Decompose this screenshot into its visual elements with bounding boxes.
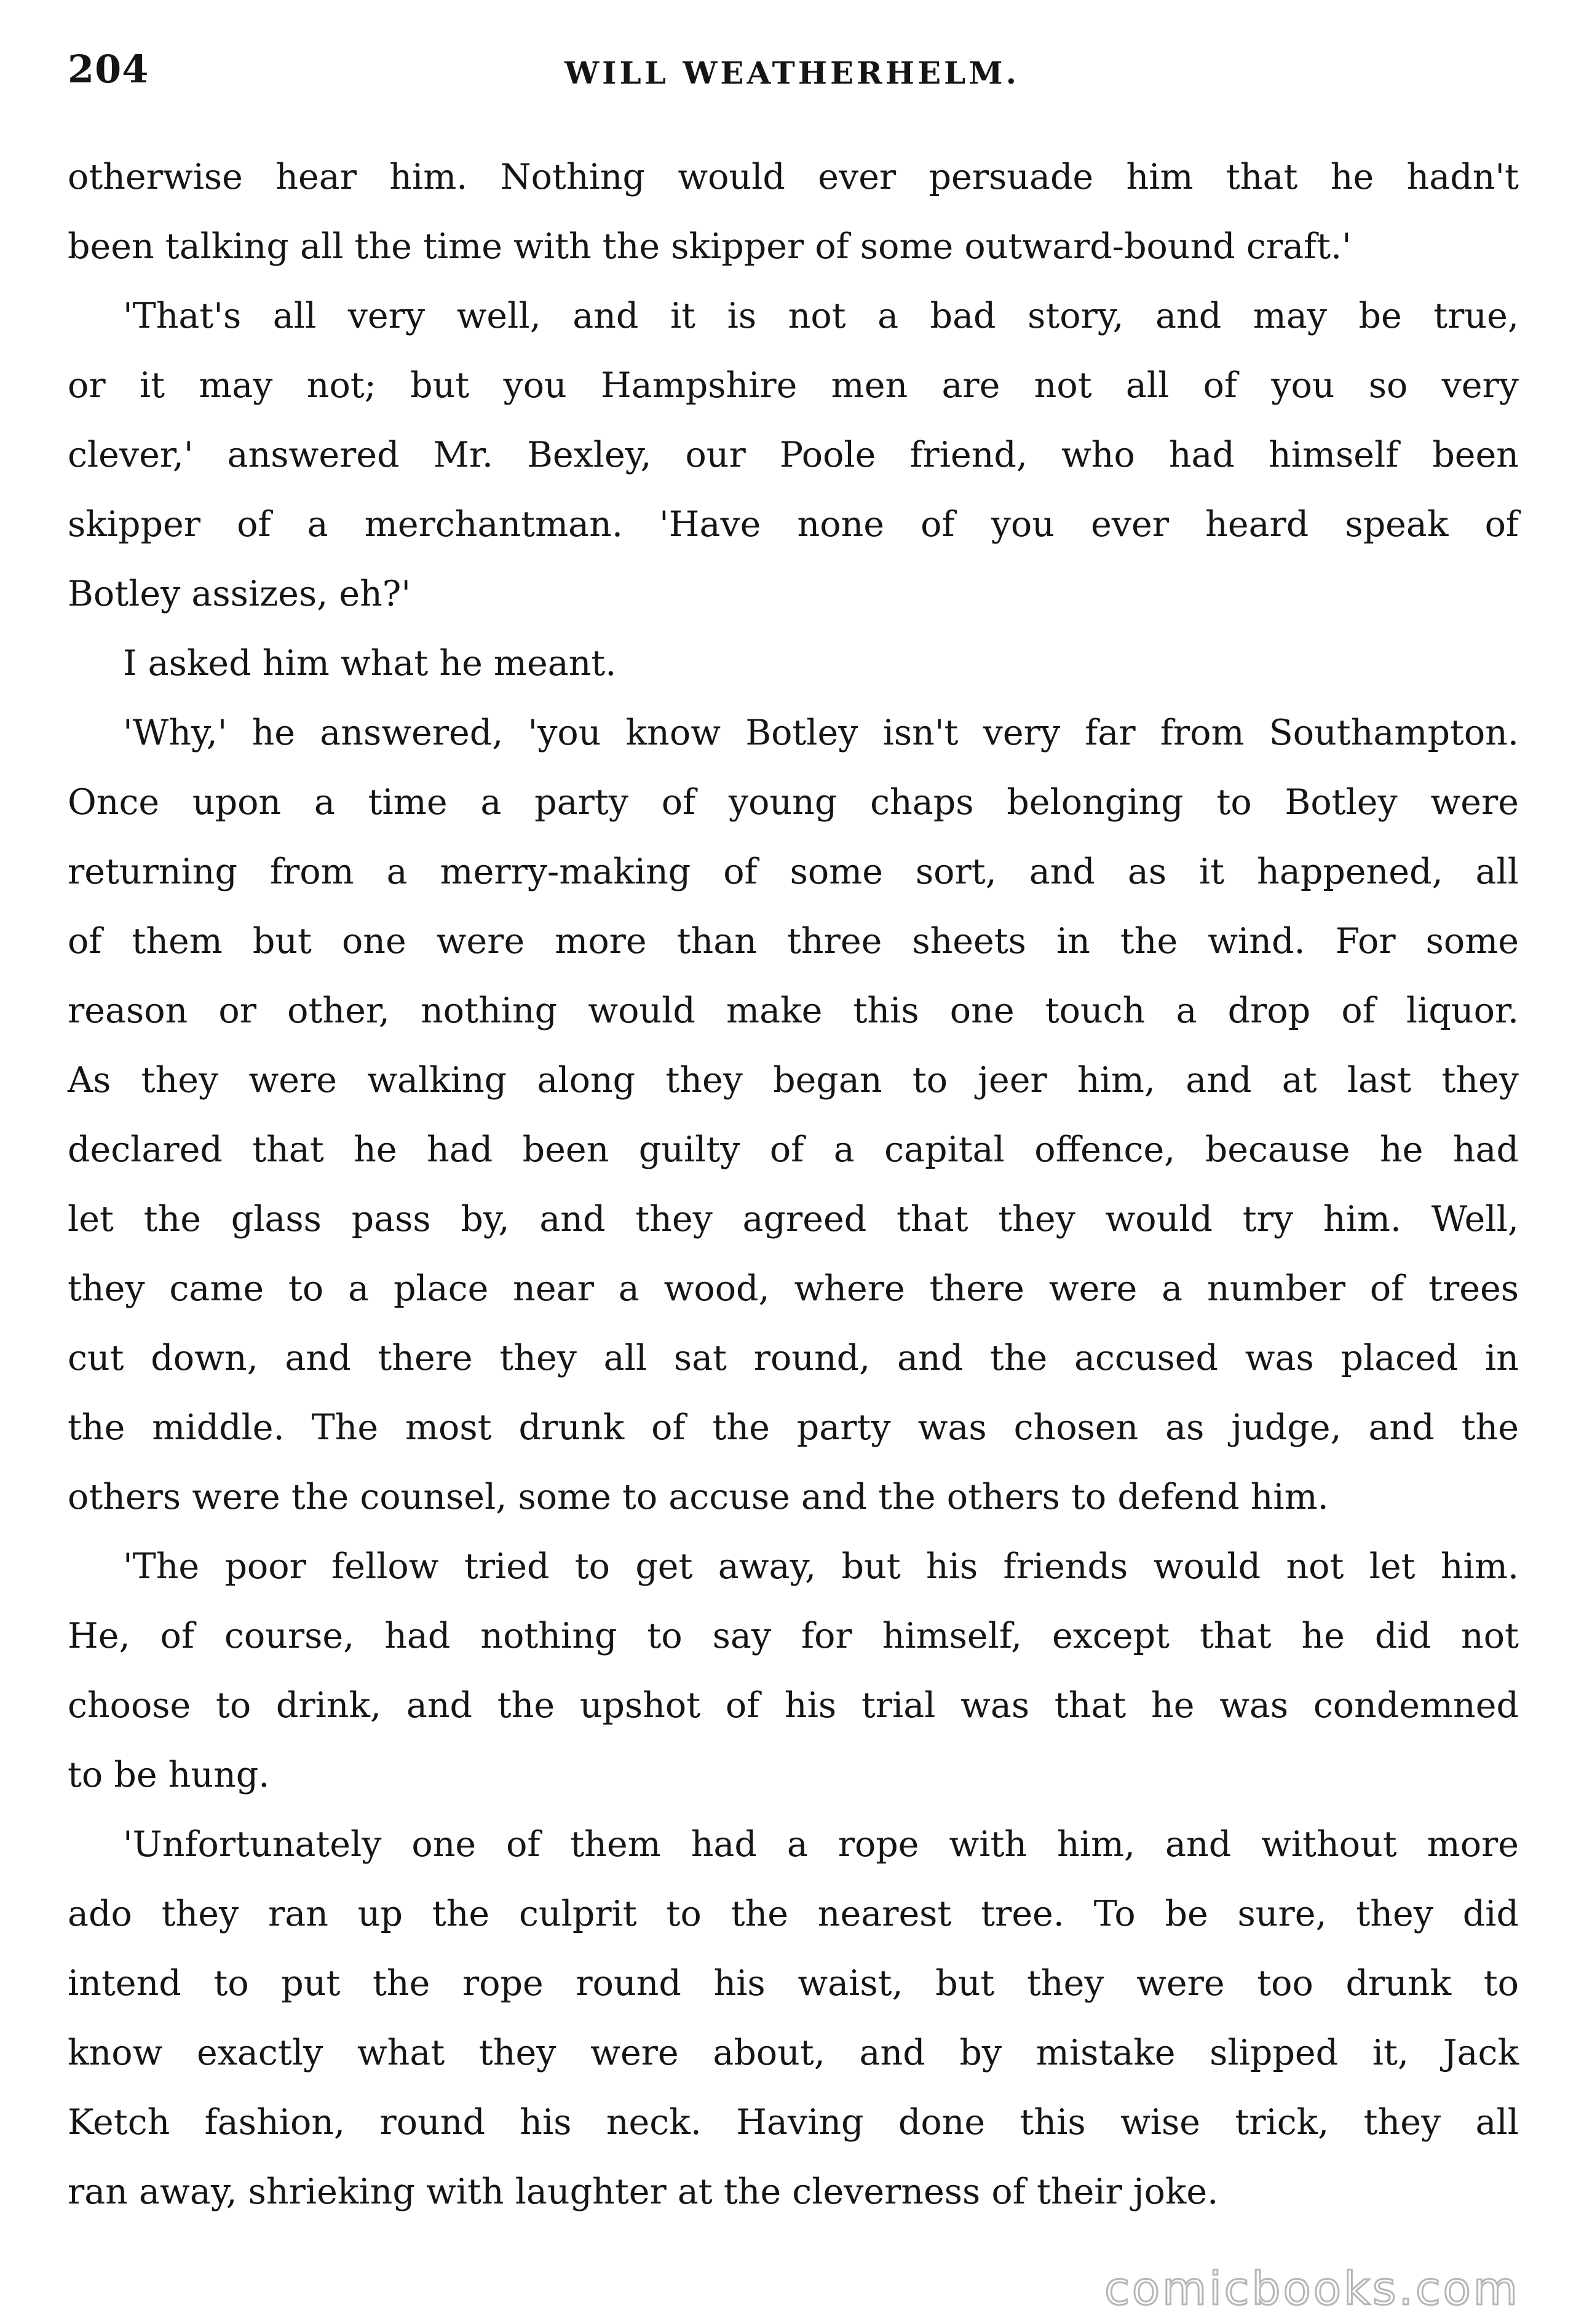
text-line: 'That's all very well, and it is not a bad story, and may be true, (123, 296, 1519, 336)
watermark: comicbooks.com (1104, 2263, 1520, 2315)
text-line: 'Why,' he answered, 'you know Botley isn't very far from Southampton. (123, 713, 1519, 753)
text-line: cut down, and there they all sat round, and the accused was placed in (68, 1338, 1519, 1378)
text-line: skipper of a merchantman. 'Have none of you ever heard speak of (68, 504, 1519, 545)
text-line: Botley assizes, eh?' (68, 574, 411, 614)
body-text (68, 143, 1519, 2227)
page-number: 204 (68, 47, 149, 92)
text-line: choose to drink, and the upshot of his trial was that he was condemned (68, 1685, 1519, 1726)
text-line: clever,' answered Mr. Bexley, our Poole friend, who had himself been (68, 435, 1519, 475)
text-line: otherwise hear him. Nothing would ever persuade him that he hadn't (68, 157, 1519, 197)
text-line: As they were walking along they began to jeer him, and at last they (68, 1060, 1519, 1101)
text-line: they came to a place near a wood, where there were a number of trees (68, 1268, 1519, 1309)
text-line: to be hung. (68, 1755, 270, 1795)
text-line: He, of course, had nothing to say for himself, except that he did not (68, 1616, 1519, 1656)
page-header (68, 47, 1516, 124)
text-line: reason or other, nothing would make this one touch a drop of liquor. (68, 990, 1519, 1031)
text-line: declared that he had been guilty of a capital offence, because he had (68, 1129, 1519, 1170)
text-line: ran away, shrieking with laughter at the cleverness of their joke. (68, 2172, 1219, 2212)
text-line: intend to put the rope round his waist, but they were too drunk to (68, 1963, 1519, 2004)
text-line: or it may not; but you Hampshire men are not all of you so very (68, 365, 1519, 406)
text-line: ado they ran up the culprit to the nearest tree. To be sure, they did (68, 1894, 1519, 1934)
text-line: 'The poor fellow tried to get away, but his friends would not let him. (123, 1546, 1519, 1587)
text-line: the middle. The most drunk of the party was chosen as judge, and the (68, 1407, 1519, 1448)
running-title: WILL WEATHERHELM. (564, 55, 1020, 91)
text-line: Ketch fashion, round his neck. Having done this wise trick, they all (68, 2102, 1519, 2143)
text-line: 'Unfortunately one of them had a rope with him, and without more (123, 1824, 1519, 1865)
text-line: let the glass pass by, and they agreed that they would try him. Well, (68, 1199, 1519, 1239)
text-line: know exactly what they were about, and by mistake slipped it, Jack (68, 2033, 1519, 2073)
text-line: I asked him what he meant. (123, 643, 617, 684)
text-line: others were the counsel, some to accuse and the others to defend him. (68, 1477, 1329, 1517)
text-line: been talking all the time with the skipper of some outward-bound craft.' (68, 226, 1352, 267)
text-line: Once upon a time a party of young chaps belonging to Botley were (68, 782, 1519, 823)
text-line: returning from a merry-making of some sort, and as it happened, all (68, 852, 1519, 892)
text-line: of them but one were more than three sheets in the wind. For some (68, 921, 1519, 962)
